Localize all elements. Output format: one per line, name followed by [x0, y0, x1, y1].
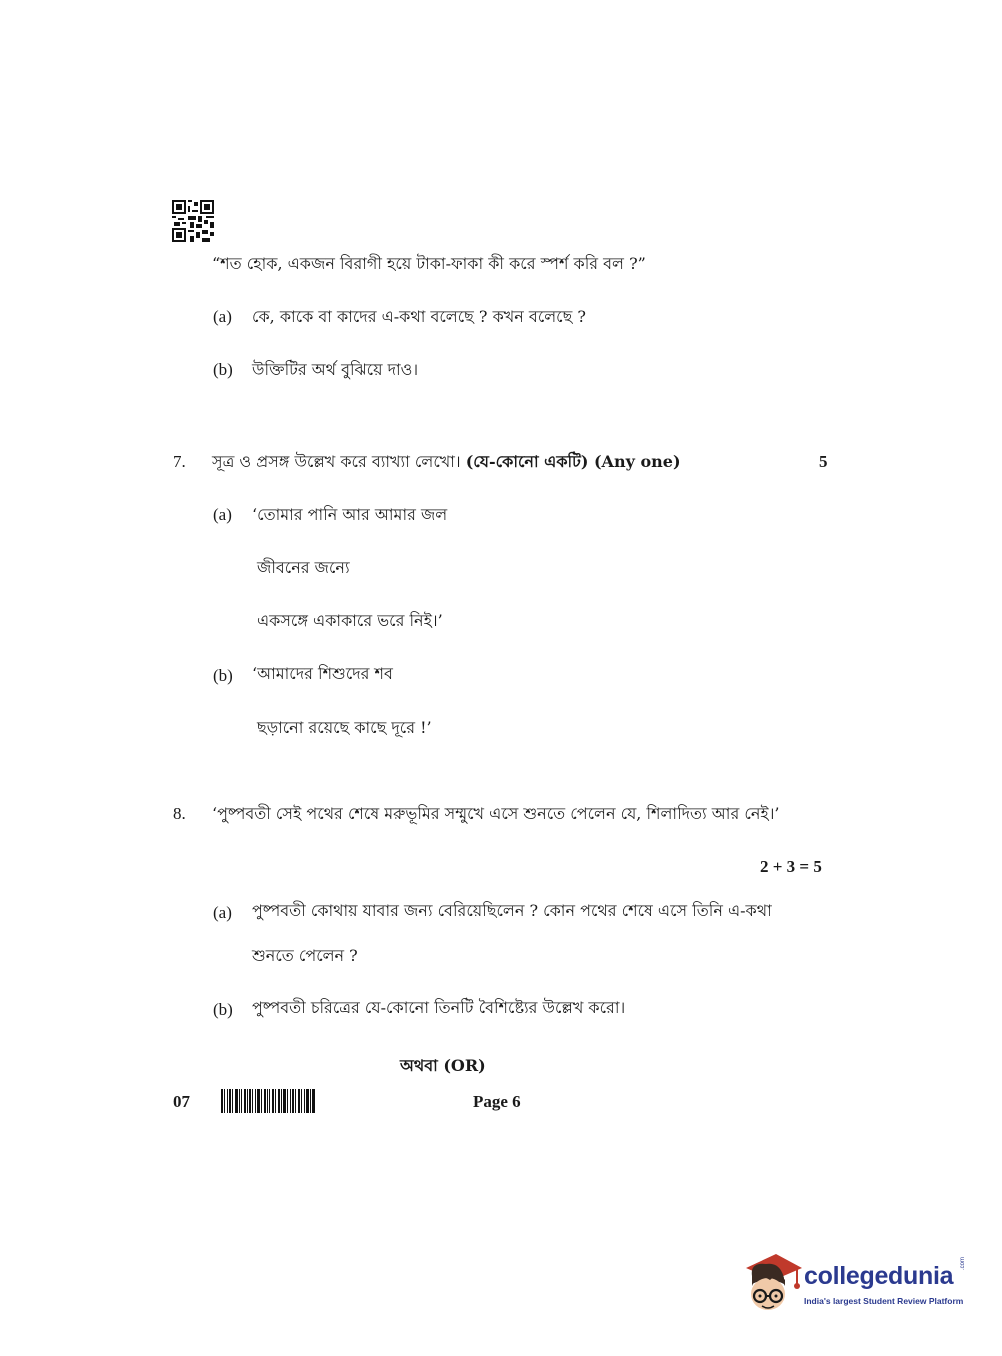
- q8-b-label: (b): [213, 1000, 233, 1019]
- or-separator: অথবা (OR): [400, 1056, 486, 1075]
- q6-a-label: (a): [213, 307, 232, 326]
- q7-b-label: (b): [213, 666, 233, 685]
- brand-name: collegedunia: [804, 1262, 954, 1290]
- q6-a-text: কে, কাকে বা কাদের এ-কথা বলেছে ? কখন বলেছে ?: [252, 307, 586, 326]
- q7-instruction: সূত্র ও প্রসঙ্গ উল্লেখ করে ব্যাখ্যা লেখো।: [212, 452, 461, 471]
- barcode-icon: [221, 1089, 315, 1113]
- q8-a-line-1: পুষ্পবতী কোথায় যাবার জন্য বেরিয়েছিলেন ? কোন পথের শেষে এসে তিনি এ-কথা: [252, 901, 772, 920]
- q8-b-text: পুষ্পবতী চরিত্রের যে-কোনো তিনটি বৈশিষ্ট্যের উল্লেখ করো।: [252, 998, 626, 1017]
- q8-a-label: (a): [213, 903, 232, 922]
- brand-tagline: India's largest Student Review Platform: [804, 1296, 964, 1306]
- q7-b-line-2: ছড়ানো রয়েছে কাছে দূরে !’: [257, 718, 432, 737]
- q7-choice: (যে-কোনো একটি) (Any one): [465, 452, 681, 471]
- q8-text: ‘পুষ্পবতী সেই পথের শেষে মরুভূমির সম্মুখে এসে শুনতে পেলেন যে, শিলাদিত্য আর নেই।’: [212, 804, 780, 823]
- q7-a-line-3: একসঙ্গে একাকারে ভরে নিই।’: [257, 611, 443, 630]
- qr-code-icon: [172, 200, 214, 242]
- collegedunia-mascot-logo: [740, 1246, 804, 1316]
- q7-a-line-2: জীবনের জন্যে: [257, 558, 350, 577]
- paper-code: 07: [173, 1092, 190, 1111]
- q8-a-line-2: শুনতে পেলেন ?: [252, 946, 358, 965]
- page-number: Page 6: [473, 1092, 521, 1111]
- q7-b-line-1: ‘আমাদের শিশুদের শব: [252, 664, 393, 683]
- q7-a-line-1: ‘তোমার পানি আর আমার জল: [252, 505, 448, 524]
- question-6-quote: “শত হোক, একজন বিরাগী হয়ে টাকা-ফাকা কী করে স্পর্শ করি বল ?”: [212, 254, 646, 273]
- q7-a-label: (a): [213, 505, 232, 524]
- q6-b-text: উক্তিটির অর্থ বুঝিয়ে দাও।: [252, 360, 419, 379]
- brand-domain: .com: [960, 1256, 966, 1270]
- q7-text: [212, 452, 681, 472]
- q8-number: 8.: [173, 804, 186, 823]
- q7-number: 7.: [173, 452, 186, 471]
- q8-marks: 2 + 3 = 5: [760, 857, 822, 876]
- q6-b-label: (b): [213, 360, 233, 379]
- q7-marks: 5: [819, 452, 828, 471]
- collegedunia-watermark: [740, 1246, 972, 1316]
